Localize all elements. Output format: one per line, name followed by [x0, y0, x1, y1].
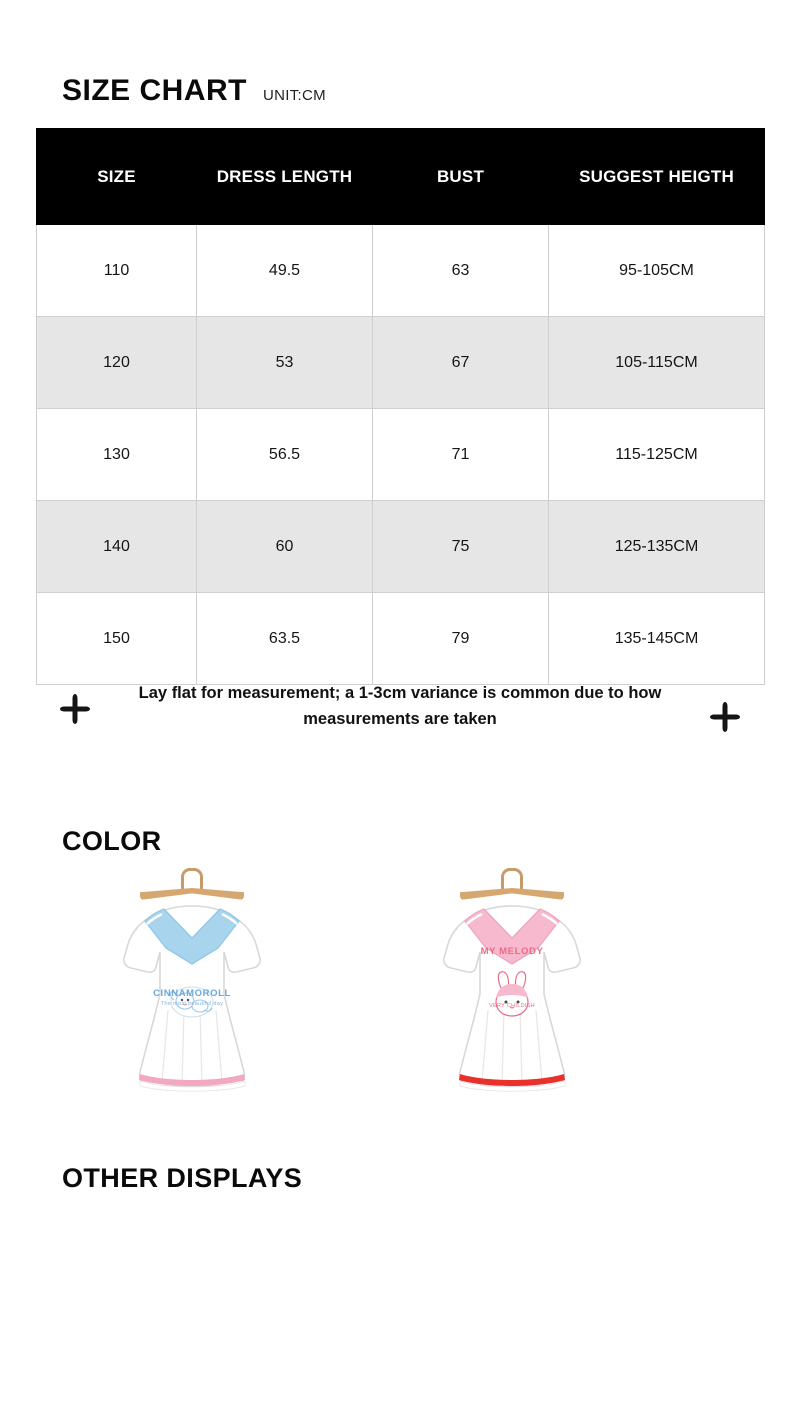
cell-bust: 63 — [373, 225, 549, 317]
column-header-suggest-height: SUGGEST HEIGTH — [549, 129, 765, 225]
print-text-sub: The most beautiful day — [160, 1001, 224, 1007]
measurement-note — [36, 678, 764, 734]
cell-size: 140 — [37, 501, 197, 593]
cell-size: 110 — [37, 225, 197, 317]
other-displays-title: OTHER DISPLAYS — [62, 1163, 303, 1193]
column-header-bust: BUST — [373, 129, 549, 225]
table-header-row — [37, 129, 765, 225]
color-option-my-melody-pink[interactable] — [412, 868, 612, 1108]
cell-size: 130 — [37, 409, 197, 501]
size-chart-unit: UNIT:CM — [263, 87, 326, 104]
table-row — [37, 409, 765, 501]
cell-bust: 75 — [373, 501, 549, 593]
color-section-title: COLOR — [62, 826, 162, 856]
cell-suggest-height: 135-145CM — [549, 593, 765, 685]
print-text-main: CINNAMOROLL — [153, 988, 231, 999]
cell-suggest-height: 115-125CM — [549, 409, 765, 501]
color-options — [62, 868, 738, 1118]
cell-dress-length: 53 — [197, 317, 373, 409]
table-row — [37, 317, 765, 409]
cell-size: 120 — [37, 317, 197, 409]
table-row — [37, 593, 765, 685]
sparkle-icon — [708, 700, 742, 734]
cell-dress-length: 49.5 — [197, 225, 373, 317]
cell-bust: 71 — [373, 409, 549, 501]
cell-suggest-height: 125-135CM — [549, 501, 765, 593]
size-chart-header — [62, 74, 326, 108]
column-header-size: SIZE — [37, 129, 197, 225]
cell-dress-length: 60 — [197, 501, 373, 593]
page-title: SIZE CHART — [62, 74, 247, 107]
column-header-dress-length: DRESS LENGTH — [197, 129, 373, 225]
print-text-sub: VERY CHILDISH — [489, 1003, 535, 1009]
table-row — [37, 501, 765, 593]
size-chart-table — [36, 128, 765, 685]
cell-bust: 67 — [373, 317, 549, 409]
cell-suggest-height: 95-105CM — [549, 225, 765, 317]
measurement-note-text: Lay flat for measurement; a 1-3cm variance is common due to how measurements are taken — [138, 683, 662, 728]
table-body — [37, 225, 765, 685]
sparkle-icon — [58, 692, 92, 726]
cell-bust: 79 — [373, 593, 549, 685]
dress-image-pink — [424, 890, 600, 1102]
cell-dress-length: 56.5 — [197, 409, 373, 501]
table-header — [37, 129, 765, 225]
dress-image-blue — [104, 890, 280, 1102]
cell-suggest-height: 105-115CM — [549, 317, 765, 409]
table-row — [37, 225, 765, 317]
cell-dress-length: 63.5 — [197, 593, 373, 685]
color-option-cinnamoroll-blue[interactable] — [92, 868, 292, 1108]
cell-size: 150 — [37, 593, 197, 685]
print-text-main: MY MELODY — [480, 946, 544, 957]
